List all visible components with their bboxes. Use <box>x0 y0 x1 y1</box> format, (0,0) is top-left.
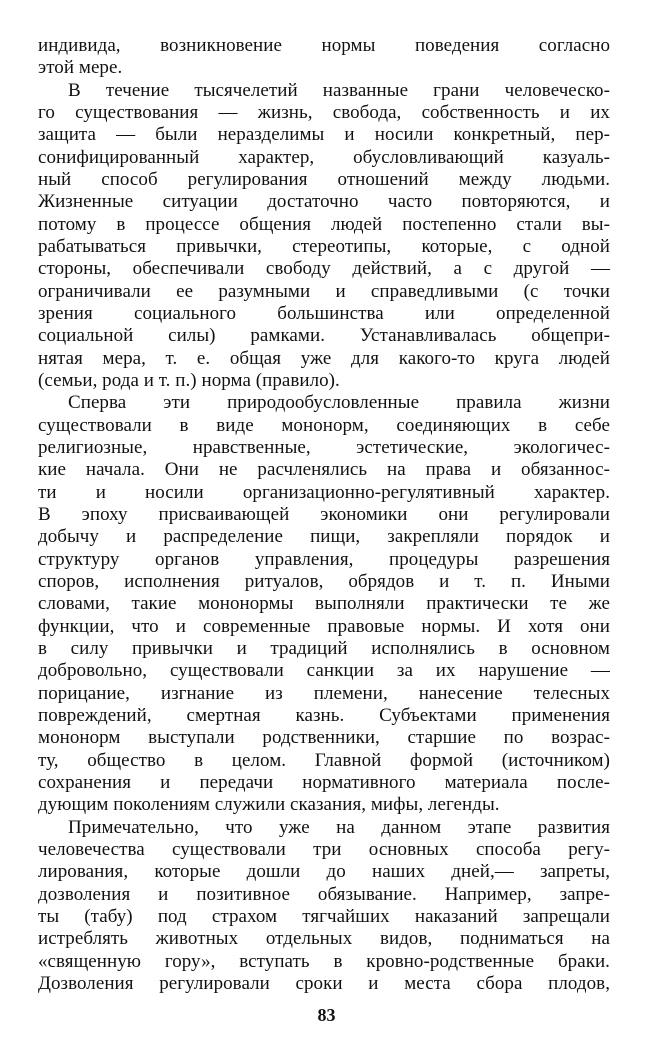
text-line: индивида, возникновение нормы поведения согласно <box>38 35 610 56</box>
text-line: (семьи, рода и т. п.) норма (правило). <box>38 370 340 391</box>
text-line: социальной силы) рамками. Устанавливалась общепри- <box>38 325 610 346</box>
text-line: словами, такие мононормы выполняли практически те же <box>38 593 610 614</box>
text-line: Сперва эти природообусловленные правила жизни <box>68 392 610 413</box>
text-line: В эпоху присваивающей экономики они регулировали <box>38 504 610 525</box>
text-line: порицание, изгнание из племени, нанесение телесных <box>38 683 610 704</box>
text-line: стороны, обеспечивали свободу действий, а с другой — <box>38 258 610 279</box>
text-line: существовали в виде мононорм, соединяющих в себе <box>38 415 610 436</box>
text-line: религиозные, нравственные, эстетические, экологичес- <box>38 437 610 458</box>
text-line: ный способ регулирования отношений между людьми. <box>38 169 610 190</box>
text-line: функции, что и современные правовые нормы. И хотя они <box>38 616 610 637</box>
text-line: Жизненные ситуации достаточно часто повторяются, и <box>38 191 610 212</box>
text-line: ты (табу) под страхом тягчайших наказаний запрещали <box>38 906 610 927</box>
text-line: защита — были неразделимы и носили конкретный, пер- <box>38 124 610 145</box>
text-line: лирования, которые дошли до наших дней,— запреты, <box>38 861 610 882</box>
text-line: «священную гору», вступать в кровно-родственные браки. <box>38 951 610 972</box>
page-number: 83 <box>317 1005 336 1025</box>
text-line: зрения социального большинства или определенной <box>38 303 610 324</box>
text-line: сонифицированный характер, обусловливающий казуаль- <box>38 147 610 168</box>
text-line: кие начала. Они не расчленялись на права и обязаннос- <box>38 459 610 480</box>
text-line: структуру органов управления, процедуры разрешения <box>38 549 610 570</box>
text-line: рабатываться привычки, стереотипы, которые, с одной <box>38 236 610 257</box>
text-line: в силу привычки и традиций исполнялись в основном <box>38 638 610 659</box>
text-line: ограничивали ее разумными и справедливыми (с точки <box>38 281 610 302</box>
text-line: ти и носили организационно-регулятивный характер. <box>38 482 610 503</box>
text-line: истреблять животных отдельных видов, подниматься на <box>38 928 610 949</box>
text-line: споров, исполнения ритуалов, обрядов и т. п. Иными <box>38 571 610 592</box>
text-line: нятая мера, т. е. общая уже для какого-то круга людей <box>38 348 610 369</box>
text-line: мононорм выступали родственники, старшие по возрас- <box>38 727 610 748</box>
text-line: добровольно, существовали санкции за их нарушение — <box>38 660 610 681</box>
text-line: потому в процессе общения людей постепенно стали вы- <box>38 214 610 235</box>
text-line: сохранения и передачи нормативного материала после- <box>38 772 610 793</box>
text-line: го существования — жизнь, свобода, собственность и их <box>38 102 610 123</box>
text-line: В течение тысячелетий названные грани человеческо- <box>68 80 610 101</box>
text-line: Дозволения регулировали сроки и места сбора плодов, <box>38 973 610 994</box>
text-line: дозволения и позитивное обязывание. Например, запре- <box>38 884 610 905</box>
text-line: человечества существовали три основных способа регу- <box>38 839 610 860</box>
text-line: добычу и распределение пищи, закрепляли порядок и <box>38 526 610 547</box>
text-line: Примечательно, что уже на данном этапе развития <box>68 817 610 838</box>
text-line: дующим поколениям служили сказания, мифы, легенды. <box>38 794 500 815</box>
text-line: ту, общество в целом. Главной формой (источником) <box>38 750 610 771</box>
text-line: повреждений, смертная казнь. Субъектами применения <box>38 705 610 726</box>
text-line: этой мере. <box>38 57 123 78</box>
